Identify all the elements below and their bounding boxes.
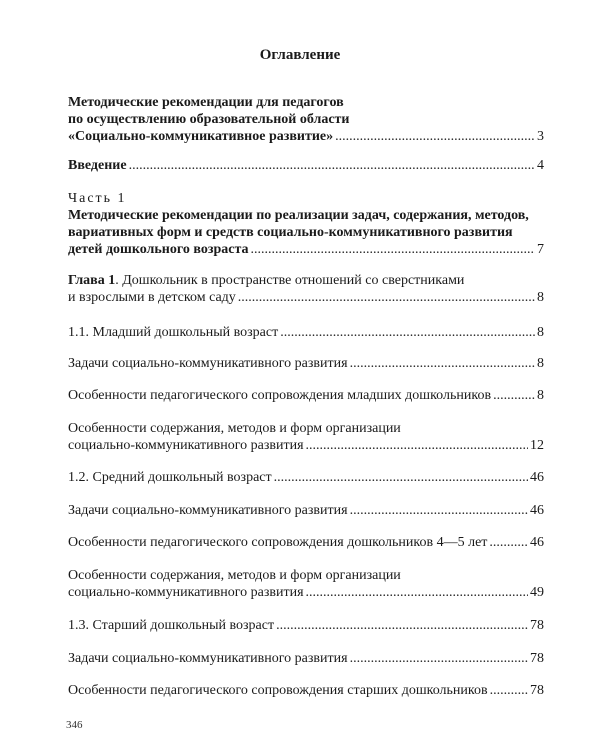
toc-entry-text: 1.3. Старший дошкольный возраст xyxy=(68,618,275,633)
toc-entry-s13a[interactable] xyxy=(68,650,544,667)
page-ref: 46 xyxy=(530,470,544,485)
toc-entry-s11[interactable] xyxy=(68,324,544,341)
toc-entry-method[interactable] xyxy=(68,94,544,145)
leader-dots xyxy=(280,324,535,341)
toc-entry-part1[interactable] xyxy=(68,190,544,258)
toc-entry-text: Задачи социально-коммуникативного развития xyxy=(68,356,348,371)
toc-entry-text: Особенности педагогического сопровождения старших дошкольников xyxy=(68,683,488,698)
toc-entry-s12c[interactable] xyxy=(68,567,544,601)
leader-dots xyxy=(306,437,528,454)
leader-dots xyxy=(493,387,535,404)
toc-entry-s12b[interactable] xyxy=(68,534,544,551)
leader-dots xyxy=(238,289,535,306)
toc-entry-text: Особенности содержания, методов и форм организации xyxy=(68,568,401,583)
toc-entry-text: социально-коммуникативного развития xyxy=(68,438,304,453)
page-ref: 8 xyxy=(537,356,544,371)
page-ref: 78 xyxy=(530,651,544,666)
page-title: Оглавление xyxy=(259,47,341,63)
page-ref: 46 xyxy=(530,535,544,550)
toc-entry-text: детей дошкольного возраста xyxy=(68,242,249,257)
toc-entry-text: 1.2. Средний дошкольный возраст xyxy=(68,470,272,485)
toc-entry-text: социально-коммуникативного развития xyxy=(68,585,304,600)
toc-entry-s13[interactable] xyxy=(68,617,544,634)
toc-entry-s12a[interactable] xyxy=(68,502,544,519)
page-ref: 8 xyxy=(537,325,544,340)
toc-entry-text: Методические рекомендации для педагогов xyxy=(68,95,344,110)
leader-dots xyxy=(306,584,528,601)
toc-entry-text: по осуществлению образовательной области xyxy=(68,112,350,127)
toc-entry-s12[interactable] xyxy=(68,469,544,486)
toc-entry-s11c[interactable] xyxy=(68,420,544,454)
toc-entry-text: Задачи социально-коммуникативного развития xyxy=(68,503,348,518)
toc-entry-text: Особенности педагогического сопровождения дошкольников 4—5 лет xyxy=(68,535,488,550)
leader-dots xyxy=(350,650,528,667)
toc-entry-text: Особенности педагогического сопровождения младших дошкольников xyxy=(68,388,492,403)
leader-dots xyxy=(276,617,528,634)
page-ref: 3 xyxy=(537,129,544,144)
toc-entry-chapter1[interactable] xyxy=(68,272,544,306)
page-ref: 12 xyxy=(530,438,544,453)
toc-entry-text: и взрослыми в детском саду xyxy=(68,290,236,305)
page-ref: 78 xyxy=(530,618,544,633)
page-ref: 7 xyxy=(537,242,544,257)
part-label: Часть 1 xyxy=(68,191,127,206)
chapter-prefix: Глава 1 xyxy=(68,273,116,288)
toc-entry-text: Особенности содержания, методов и форм организации xyxy=(68,421,401,436)
toc-entry-intro[interactable] xyxy=(68,157,544,174)
toc-entry-s11a[interactable] xyxy=(68,355,544,372)
leader-dots xyxy=(489,534,528,551)
leader-dots xyxy=(350,355,535,372)
leader-dots xyxy=(490,682,528,699)
toc-entry-text: «Социально-коммуникативное развитие» xyxy=(68,129,334,144)
page-ref: 8 xyxy=(537,290,544,305)
leader-dots xyxy=(335,128,535,145)
leader-dots xyxy=(350,502,528,519)
page-ref: 4 xyxy=(537,158,544,173)
toc-entry-text: Задачи социально-коммуникативного развития xyxy=(68,651,348,666)
leader-dots xyxy=(129,157,535,174)
toc-entry-text: . Дошкольник в пространстве отношений со сверстниками xyxy=(115,273,465,288)
leader-dots xyxy=(251,241,535,258)
toc-entry-text: вариативных форм и средств социально-коммуникативного развития xyxy=(68,225,513,240)
page-ref: 8 xyxy=(537,388,544,403)
toc-entry-text: Методические рекомендации по реализации задач, содержания, методов, xyxy=(68,208,529,223)
page-ref: 46 xyxy=(530,503,544,518)
toc-entry-s13b[interactable] xyxy=(68,682,544,699)
leader-dots xyxy=(274,469,528,486)
toc-entry-text: 1.1. Младший дошкольный возраст xyxy=(68,325,279,340)
toc-entry-s11b[interactable] xyxy=(68,387,544,404)
page-ref: 78 xyxy=(530,683,544,698)
toc-entry-text: Введение xyxy=(68,158,127,173)
page-number: 346 xyxy=(66,719,83,731)
page-ref: 49 xyxy=(530,585,544,600)
